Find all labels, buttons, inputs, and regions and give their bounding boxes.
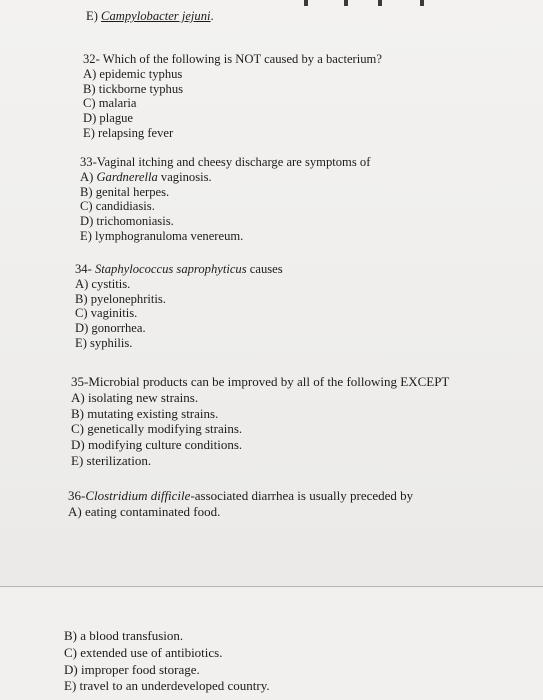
question-32-option-a: A) epidemic typhus — [83, 66, 183, 81]
question-33-option-e: E) lymphogranuloma venereum. — [80, 228, 244, 243]
question-36-option-e: E) travel to an underdeveloped country. — [64, 678, 270, 694]
question-35-option-c: C) genetically modifying strains. — [71, 421, 243, 437]
question-34 — [75, 262, 283, 351]
top-edge-marks — [300, 0, 460, 6]
question-32-option-d: D) plague — [83, 111, 134, 126]
question-36-continued — [64, 628, 270, 695]
question-36 — [68, 488, 413, 520]
question-34-option-d: D) gonorrhea. — [75, 321, 146, 336]
question-34-option-e: E) syphilis. — [75, 335, 133, 350]
question-36-option-d: D) improper food storage. — [64, 661, 200, 677]
question-33-option-b: B) genital herpes. — [80, 184, 170, 199]
question-32-option-e: E) relapsing fever — [83, 125, 174, 140]
question-36-option-b: B) a blood transfusion. — [64, 628, 184, 643]
question-32-option-c: C) malaria — [83, 96, 137, 111]
question-34-option-b: B) pyelonephritis. — [75, 291, 166, 306]
question-32-option-b: B) tickborne typhus — [83, 81, 184, 96]
question-33-option-a: A) Gardnerella vaginosis. — [80, 169, 212, 184]
question-33-stem: 33-Vaginal itching and cheesy discharge are symptoms of — [80, 155, 371, 169]
question-35-option-e: E) sterilization. — [71, 452, 152, 468]
question-35-stem: 35-Microbial products can be improved by all of the following EXCEPT — [71, 374, 450, 389]
question-35-option-b: B) mutating existing strains. — [71, 405, 219, 421]
question-34-stem: 34- Staphylococcus saprophyticus causes — [75, 262, 283, 276]
question-36-option-a: A) eating contaminated food. — [68, 504, 221, 519]
question-32-stem: 32- Which of the following is NOT caused by a bacterium? — [83, 52, 382, 66]
question-33 — [80, 155, 370, 244]
question-35-option-a: A) isolating new strains. — [71, 389, 199, 405]
option-e-campylobacter: E) Campylobacter jejuni. — [86, 9, 214, 23]
question-35 — [71, 374, 449, 469]
question-34-option-a: A) cystitis. — [75, 276, 131, 291]
previous-question-last-option — [86, 9, 214, 24]
question-32 — [83, 52, 382, 141]
question-33-option-c: C) candidiasis. — [80, 199, 155, 214]
question-36-option-c: C) extended use of antibiotics. — [64, 644, 223, 660]
question-34-option-c: C) vaginitis. — [75, 306, 138, 321]
question-36-stem: 36-Clostridium difficile-associated diarrhea is usually preceded by — [68, 488, 414, 503]
question-33-option-d: D) trichomoniasis. — [80, 214, 174, 229]
question-35-option-d: D) modifying culture conditions. — [71, 437, 243, 453]
